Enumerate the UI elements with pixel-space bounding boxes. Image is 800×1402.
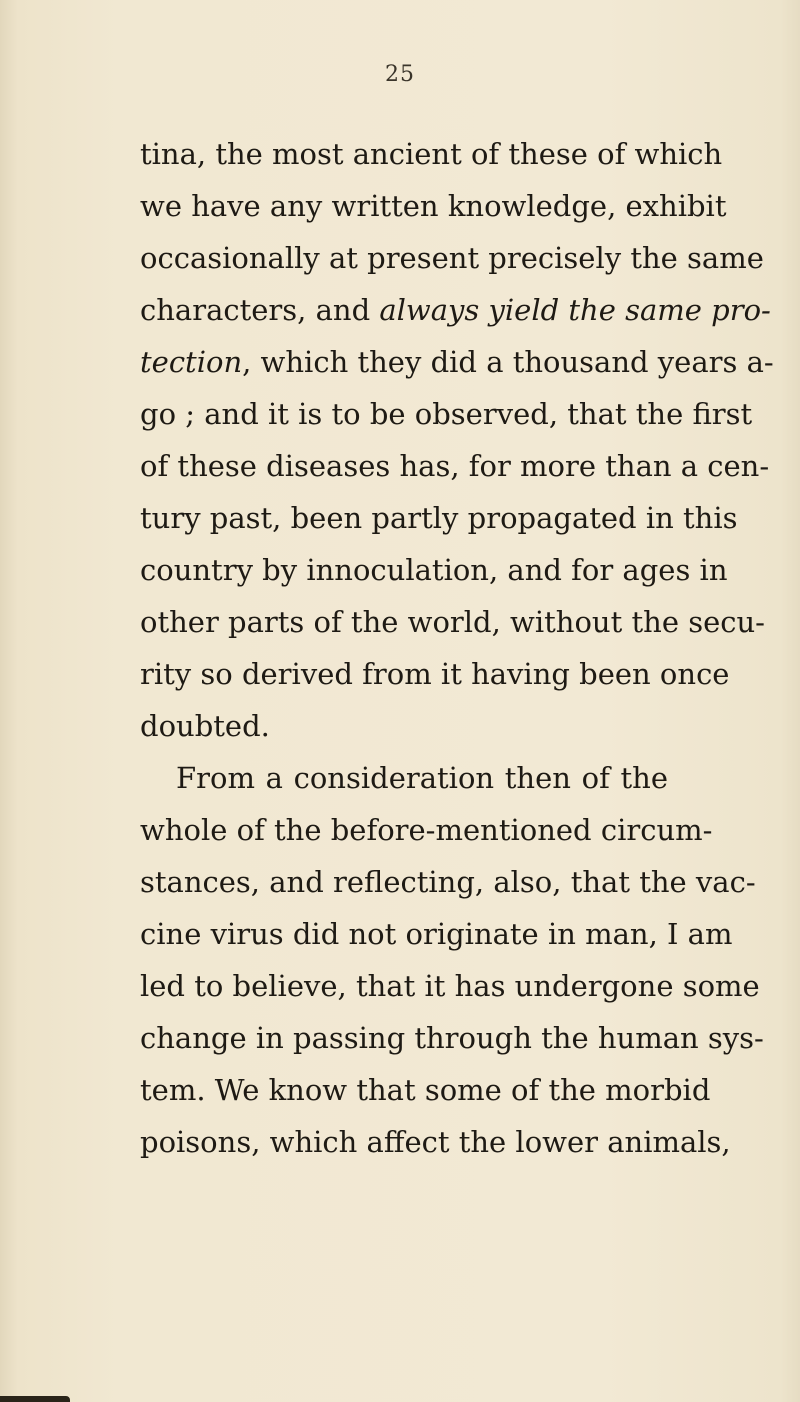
text-line: whole of the before-mentioned circum-: [140, 813, 713, 847]
text-line: tina, the most ancient of these of which: [140, 137, 723, 171]
page-number: 25: [385, 62, 415, 87]
text-line: cine virus did not originate in man, I am: [140, 917, 733, 951]
paragraph-start-line: From a consideration then of the: [176, 761, 668, 795]
binding-edge-mark: [0, 1396, 70, 1402]
text-line: we have any written knowledge, exhibit: [140, 189, 727, 223]
text-line: [140, 284, 771, 336]
text-line: change in passing through the human sys-: [140, 1021, 764, 1055]
text-line: other parts of the world, without the secu-: [140, 605, 765, 639]
text-line: rity so derived from it having been once: [140, 657, 730, 691]
text-run: , which they did a thousand years a-: [242, 345, 774, 379]
text-line: country by innoculation, and for ages in: [140, 553, 728, 587]
body-text: [140, 128, 774, 1168]
text-line: go ; and it is to be observed, that the first: [140, 397, 753, 431]
italic-phrase: tection: [140, 345, 243, 379]
text-line: stances, and reflecting, also, that the vac-: [140, 865, 756, 899]
text-line: poisons, which affect the lower animals,: [140, 1125, 731, 1159]
text-line: tury past, been partly propagated in this: [140, 501, 738, 535]
text-line: tem. We know that some of the morbid: [140, 1073, 711, 1107]
text-line: doubted.: [140, 709, 270, 743]
text-line: [140, 336, 774, 388]
text-line: led to believe, that it has undergone some: [140, 969, 760, 1003]
text-line: occasionally at present precisely the same: [140, 241, 764, 275]
text-run: characters, and: [140, 293, 380, 327]
text-line: of these diseases has, for more than a cen-: [140, 449, 770, 483]
italic-phrase: always yield the same pro-: [379, 293, 771, 327]
